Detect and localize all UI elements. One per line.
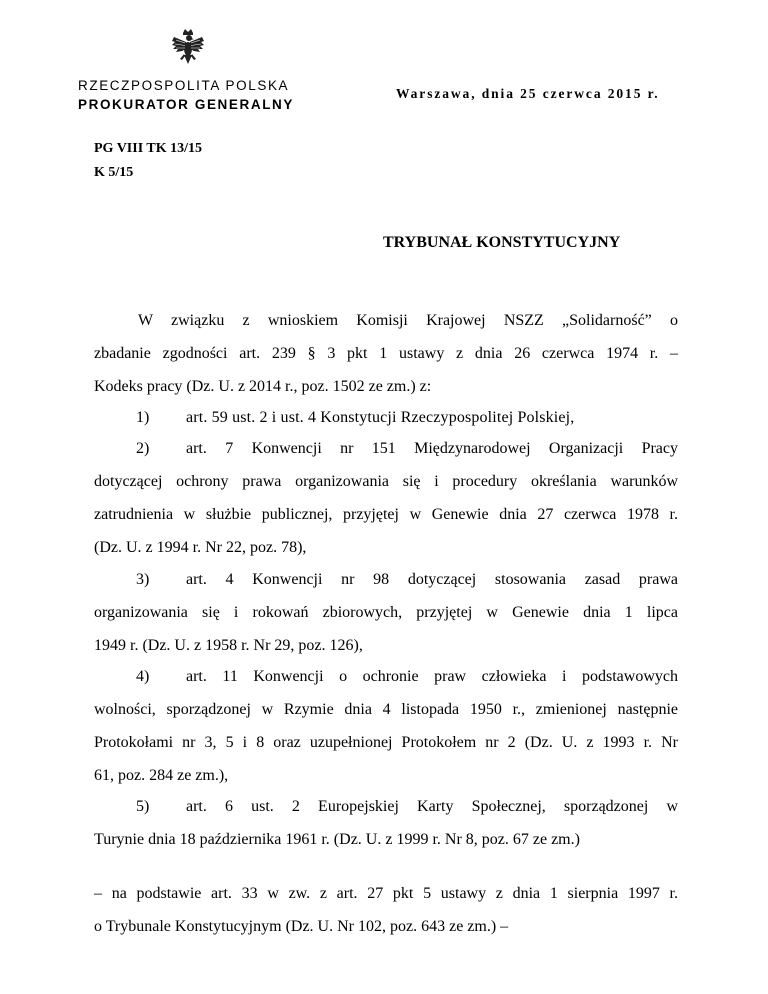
legal-basis-line-2: o Trybunale Konstytucyjnym (Dz. U. Nr 102, poz. 643 ze zm.) – xyxy=(94,918,509,935)
list-item-line: Protokołami nr 3, 5 i 8 oraz uzupełnionej Protokołem nr 2 (Dz. U. z 1993 r. Nr xyxy=(94,734,678,751)
list-item-line: 1949 r. (Dz. U. z 1958 r. Nr 29, poz. 126), xyxy=(94,637,363,654)
intro-line-3: Kodeks pracy (Dz. U. z 2014 r., poz. 1502 ze zm.) z: xyxy=(94,378,432,395)
list-item-line: (Dz. U. z 1994 r. Nr 22, poz. 78), xyxy=(94,539,307,556)
list-item-line: 61, poz. 284 ze zm.), xyxy=(94,767,229,784)
polish-eagle-icon xyxy=(170,27,206,67)
list-item-number: 5) xyxy=(136,798,150,815)
addressee: TRYBUNAŁ KONSTYTUCYJNY xyxy=(383,234,621,251)
list-item-first-line: art. 11 Konwencji o ochronie praw człowieka i podstawowych xyxy=(186,668,678,685)
intro-line-1: W związku z wnioskiem Komisji Krajowej NSZZ „Solidarność” o xyxy=(138,312,678,329)
list-item-line: wolności, sporządzonej w Rzymie dnia 4 listopada 1950 r., zmienionej następnie xyxy=(94,701,678,718)
list-item-first-line: art. 6 ust. 2 Europejskiej Karty Społecznej, sporządzonej w xyxy=(186,798,678,815)
date-line: Warszawa, dnia 25 czerwca 2015 r. xyxy=(396,86,660,101)
list-item-line: zatrudnienia w służbie publicznej, przyjętej w Genewie dnia 27 czerwca 1978 r. xyxy=(94,506,678,523)
list-item-number: 4) xyxy=(136,668,150,685)
list-item-first-line: art. 4 Konwencji nr 98 dotyczącej stosowania zasad prawa xyxy=(186,571,678,588)
list-item-first-line: art. 7 Konwencji nr 151 Międzynarodowej Organizacji Pracy xyxy=(186,440,678,457)
intro-line-2: zbadanie zgodności art. 239 § 3 pkt 1 ustawy z dnia 26 czerwca 1974 r. – xyxy=(94,345,678,362)
list-item-number: 1) xyxy=(136,409,150,426)
org-office: PROKURATOR GENERALNY xyxy=(78,97,295,112)
list-item-line: organizowania się i rokowań zbiorowych, przyjętej w Genewie dnia 1 lipca xyxy=(94,604,678,621)
list-item-number: 2) xyxy=(136,440,150,457)
list-item-number: 3) xyxy=(136,571,150,588)
org-name: RZECZPOSPOLITA POLSKA xyxy=(78,78,290,93)
list-item-first-line: art. 59 ust. 2 i ust. 4 Konstytucji Rzeczypospolitej Polskiej, xyxy=(186,409,575,426)
list-item-line: Turynie dnia 18 października 1961 r. (Dz. U. z 1999 r. Nr 8, poz. 67 ze zm.) xyxy=(94,831,580,848)
legal-basis-line-1: – na podstawie art. 33 w zw. z art. 27 pkt 5 ustawy z dnia 1 sierpnia 1997 r. xyxy=(94,885,678,902)
case-reference: PG VIII TK 13/15 xyxy=(94,141,203,156)
court-case-number: K 5/15 xyxy=(94,165,134,180)
list-item-line: dotyczącej ochrony prawa organizowania się i procedury określania warunków xyxy=(94,473,678,490)
